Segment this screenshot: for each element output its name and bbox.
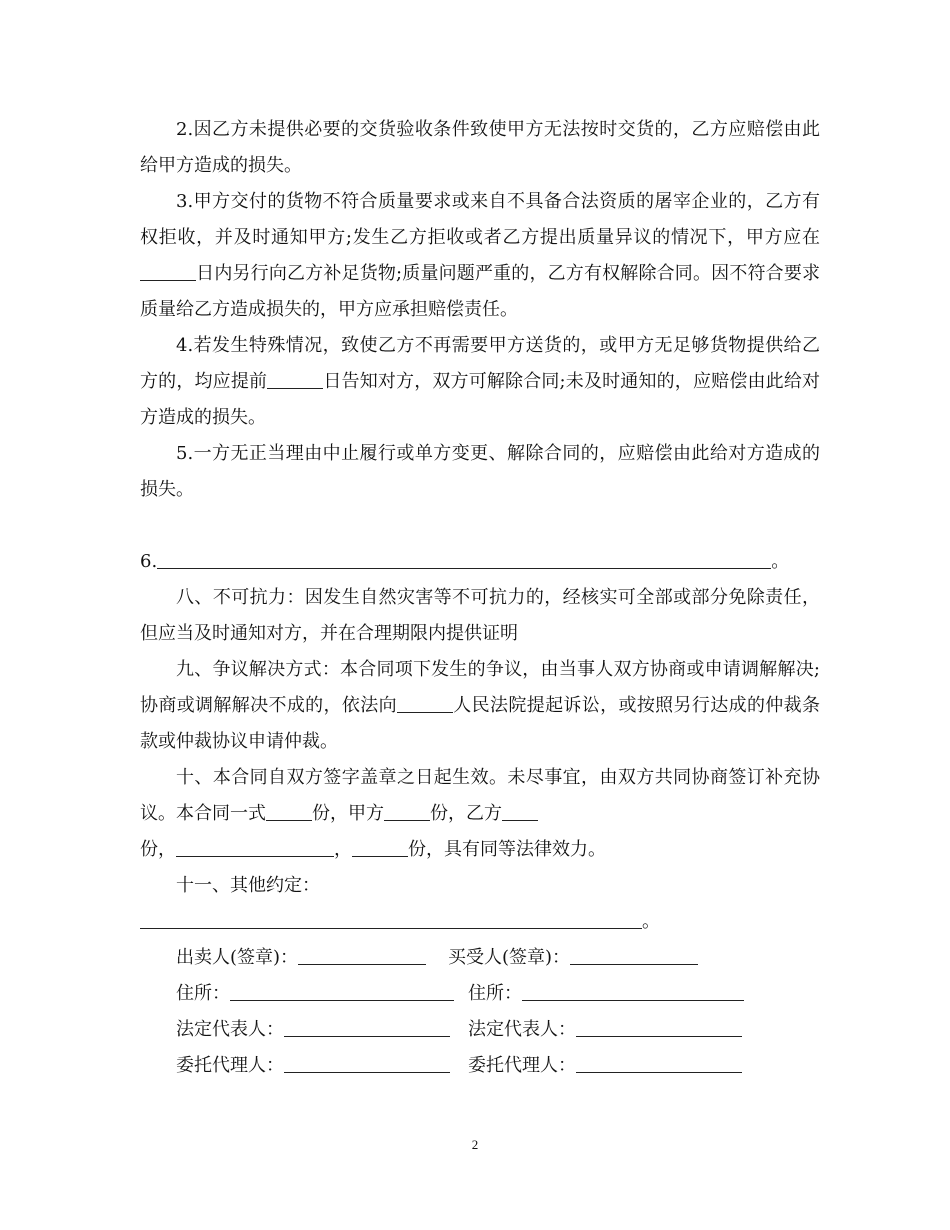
blank-other-agreement — [140, 908, 642, 929]
article-10-text-e: ， — [334, 839, 352, 860]
agent-right — [468, 1048, 742, 1084]
signature-row-parties — [140, 940, 820, 976]
article-8 — [140, 580, 820, 652]
agent-right-label: 委托代理人： — [468, 1055, 576, 1076]
buyer-signature — [448, 940, 698, 976]
article-10-text-d: 份， — [140, 839, 176, 860]
agent-right-blank — [576, 1052, 742, 1073]
agent-left-blank — [284, 1052, 450, 1073]
blank-days-replenish — [140, 260, 196, 281]
clause-4-text-b: 日告知对方，双方可解除合同;未及时通知的，应赔偿由此给对方造成的损失。 — [140, 371, 820, 428]
blank-clause-6 — [157, 548, 771, 569]
article-9-text-a: 九、争议解决方式：本合同项下发生的争议，由当事人双方协商或申请调解解决;协商或调解解决不成的，依法向 — [140, 659, 820, 716]
address-right-blank — [522, 980, 744, 1001]
rep-left-blank — [284, 1016, 450, 1037]
clause-6-period: 。 — [771, 551, 790, 572]
clause-6-number: 6. — [140, 551, 158, 572]
rep-right-label: 法定代表人： — [468, 1019, 576, 1040]
clause-3-text-b: 日内另行向乙方补足货物;质量问题严重的，乙方有权解除合同。因不符合要求质量给乙方造成损失的，甲方应承担赔偿责任。 — [140, 263, 820, 320]
rep-right-blank — [576, 1016, 742, 1037]
spacer — [140, 508, 820, 544]
clause-5-text: 5.一方无正当理由中止履行或单方变更、解除合同的，应赔偿由此给对方造成的损失。 — [140, 443, 820, 500]
article-11 — [140, 868, 820, 904]
clause-5 — [140, 436, 820, 508]
signature-row-representative — [140, 1012, 820, 1048]
rep-right — [468, 1012, 742, 1048]
article-10 — [140, 760, 820, 868]
clause-4-text-a: 4.若发生特殊情况，致使乙方不再需要甲方送货的，或甲方无足够货物提供给乙方的，均应提前 — [140, 335, 820, 392]
agent-left — [176, 1048, 468, 1084]
clause-6 — [140, 544, 820, 580]
clause-3 — [140, 184, 820, 328]
rep-left — [176, 1012, 468, 1048]
article-8-text: 八、不可抗力：因发生自然灾害等不可抗力的，经核实可全部或部分免除责任，但应当及时通知对方，并在合理期限内提供证明 — [140, 587, 820, 644]
signature-row-address — [140, 976, 820, 1012]
article-10-line3 — [104, 832, 606, 868]
blank-copies-party-b — [502, 800, 538, 821]
blank-other-party — [176, 836, 334, 857]
seller-blank — [298, 944, 426, 965]
address-left-label: 住所： — [176, 983, 230, 1004]
buyer-blank — [570, 944, 698, 965]
article-9 — [140, 652, 820, 760]
rep-left-label: 法定代表人： — [176, 1019, 284, 1040]
address-left — [176, 976, 468, 1012]
address-right-label: 住所： — [468, 983, 522, 1004]
blank-copies-total — [266, 800, 312, 821]
article-11-period: 。 — [642, 911, 660, 932]
article-10-text-f: 份，具有同等法律效力。 — [408, 839, 606, 860]
document-page — [140, 112, 820, 1084]
article-11-blank-line — [140, 904, 820, 940]
blank-copies-party-a — [384, 800, 430, 821]
article-10-text-b: 份，甲方 — [312, 803, 384, 824]
page-number: 2 — [471, 1137, 479, 1152]
article-9-text-b: 人民法院提起诉讼，或按照另行达成的仲裁条款或仲裁协议申请仲裁。 — [140, 695, 821, 752]
clause-3-text-a: 3.甲方交付的货物不符合质量要求或来自不具备合法资质的屠宰企业的，乙方有权拒收，并及时通知甲方;发生乙方拒收或者乙方提出质量异议的情况下，甲方应在 — [140, 191, 820, 248]
article-10-text-c: 份，乙方 — [430, 803, 502, 824]
agent-left-label: 委托代理人： — [176, 1055, 284, 1076]
blank-court — [397, 692, 453, 713]
clause-4 — [140, 328, 820, 436]
article-10-text-a: 十、本合同自双方签字盖章之日起生效。未尽事宜，由双方共同协商签订补充协议。本合同一式 — [140, 767, 820, 824]
address-right — [468, 976, 744, 1012]
seller-label: 出卖人(签章)： — [176, 947, 299, 968]
clause-2 — [140, 112, 820, 184]
blank-days-notice — [267, 368, 323, 389]
article-11-text: 十一、其他约定： — [176, 875, 320, 896]
signature-row-agent — [140, 1048, 820, 1084]
address-left-blank — [230, 980, 454, 1001]
blank-copies-other — [352, 836, 408, 857]
clause-2-text: 2.因乙方未提供必要的交货验收条件致使甲方无法按时交货的，乙方应赔偿由此给甲方造成的损失。 — [140, 119, 820, 176]
seller-signature — [176, 940, 448, 976]
buyer-label: 买受人(签章)： — [448, 947, 571, 968]
